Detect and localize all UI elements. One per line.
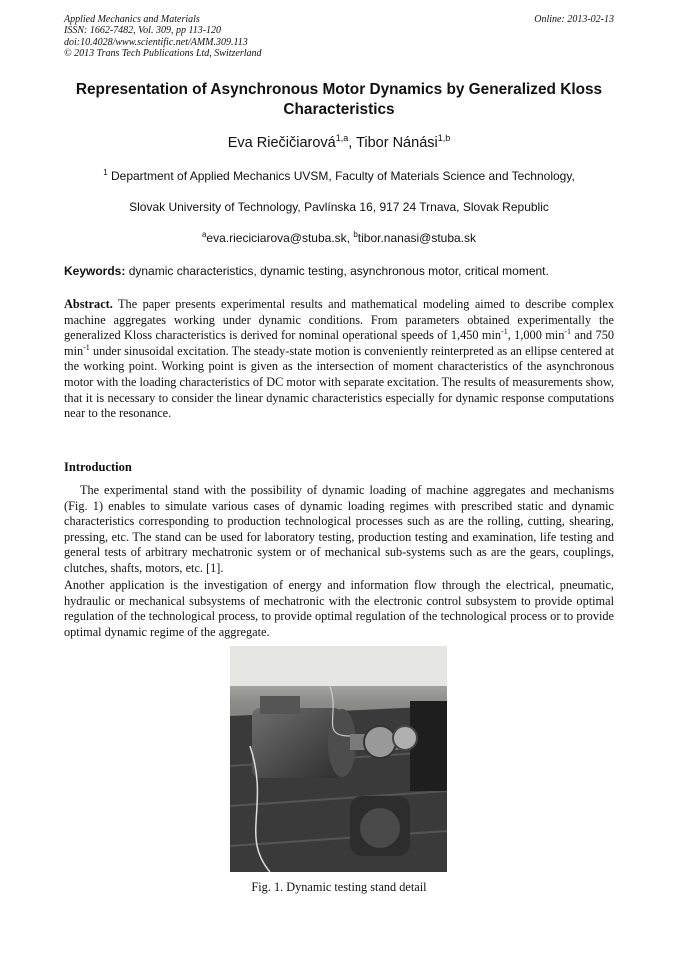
author-name: Eva Riečičiarová: [227, 135, 336, 151]
affiliation-line-1: [0, 168, 678, 183]
paper-title: Representation of Asynchronous Motor Dynamics by Generalized Kloss Characteristics: [75, 81, 603, 118]
abstract-label: Abstract.: [64, 297, 113, 311]
affiliation-line-2: Slovak University of Technology, Pavlínska 16, 917 24 Trnava, Slovak Republic: [129, 200, 549, 214]
header-left: [64, 14, 262, 60]
email-superscript: a: [201, 230, 207, 239]
section-heading-introduction: Introduction: [64, 460, 132, 474]
affiliation-superscript: 1: [103, 168, 108, 177]
doi-line: doi:10.4028/www.scientific.net/AMM.309.113: [64, 36, 248, 48]
introduction-paragraph-1: The experimental stand with the possibility of dynamic loading of machine aggregates and mechanisms (Fig. 1) enables to simulate various cases of dynamic loading regimes with prescribed static and dynamic characteristics corresponding to production technological processes such as are the rolling, cutting, shearing, pressing, etc. The stand can be used for laboratory testing, production testing and examination, life testing and general tests of arbitrary mechatronic system or of mechanical sub-systems such as are the gears, couplings, clutches, shafts, motors, etc. [1].: [64, 483, 614, 575]
affiliation-text: Department of Applied Mechanics UVSM, Faculty of Materials Science and Technology,: [107, 169, 575, 183]
author-name: Tibor Nánási: [356, 135, 438, 151]
testing-stand-photo: [230, 646, 447, 872]
issn-line: ISSN: 1662-7482, Vol. 309, pp 113-120: [64, 25, 222, 37]
keywords-text: dynamic characteristics, dynamic testing, asynchronous motor, critical moment.: [125, 264, 549, 278]
introduction-paragraph-2: Another application is the investigation of energy and information flow through the electrical, pneumatic, hydraulic or mechanical subsystems of mechatronic with the electronic control subsystem to provide optimal regulation of the technological process, to provide optimal regulation of the technological process or to provide optimal dynamic regime of the aggregate.: [64, 578, 614, 639]
email-link[interactable]: eva.rieciciarova@stuba.sk,: [206, 231, 354, 245]
abstract-text: , 1,000 min: [507, 328, 565, 343]
email-line: [0, 230, 678, 245]
author-superscript: 1,b: [437, 133, 451, 143]
online-date: Online: 2013-02-13: [534, 14, 614, 25]
abstract-text: The paper presents experimental results and mathematical modeling aimed to describe complex machine aggregates working under dynamic conditions. From parameters obtained experimentally the generalized Kloss characteristics is derived for nominal operational speeds of 1,450 min: [64, 297, 614, 343]
figure-caption: Fig. 1. Dynamic testing stand detail: [251, 880, 427, 894]
abstract-text: under sinusoidal excitation. The steady-state motion is conveniently reinterpreted as an ellipse centered at the working point. Working point is given as the intersection of moment characteristics of the asynchronous motor with the loading characteristics of DC motor with separate excitation. The results of measurements show, that it is necessary to consider the linear dynamic characteristics especially for dynamic response computations near to the resonance.: [64, 343, 614, 421]
author-list: [0, 133, 678, 151]
author-superscript: 1,a: [335, 133, 349, 143]
keywords-line: [64, 264, 614, 278]
unit-superscript: -1: [83, 342, 90, 352]
email-link[interactable]: tibor.nanasi@stuba.sk: [357, 231, 477, 245]
unit-superscript: -1: [564, 327, 572, 337]
keywords-label: Keywords:: [64, 264, 126, 278]
figure-photo: [230, 646, 447, 872]
copyright-line: © 2013 Trans Tech Publications Ltd, Switzerland: [64, 48, 262, 60]
author-separator: ,: [348, 135, 357, 151]
email-superscript: b: [353, 230, 358, 239]
abstract-text: and 750 min: [64, 328, 614, 358]
journal-name: Applied Mechanics and Materials: [64, 14, 200, 25]
unit-superscript: -1: [501, 327, 508, 337]
abstract-paragraph: [64, 297, 614, 422]
